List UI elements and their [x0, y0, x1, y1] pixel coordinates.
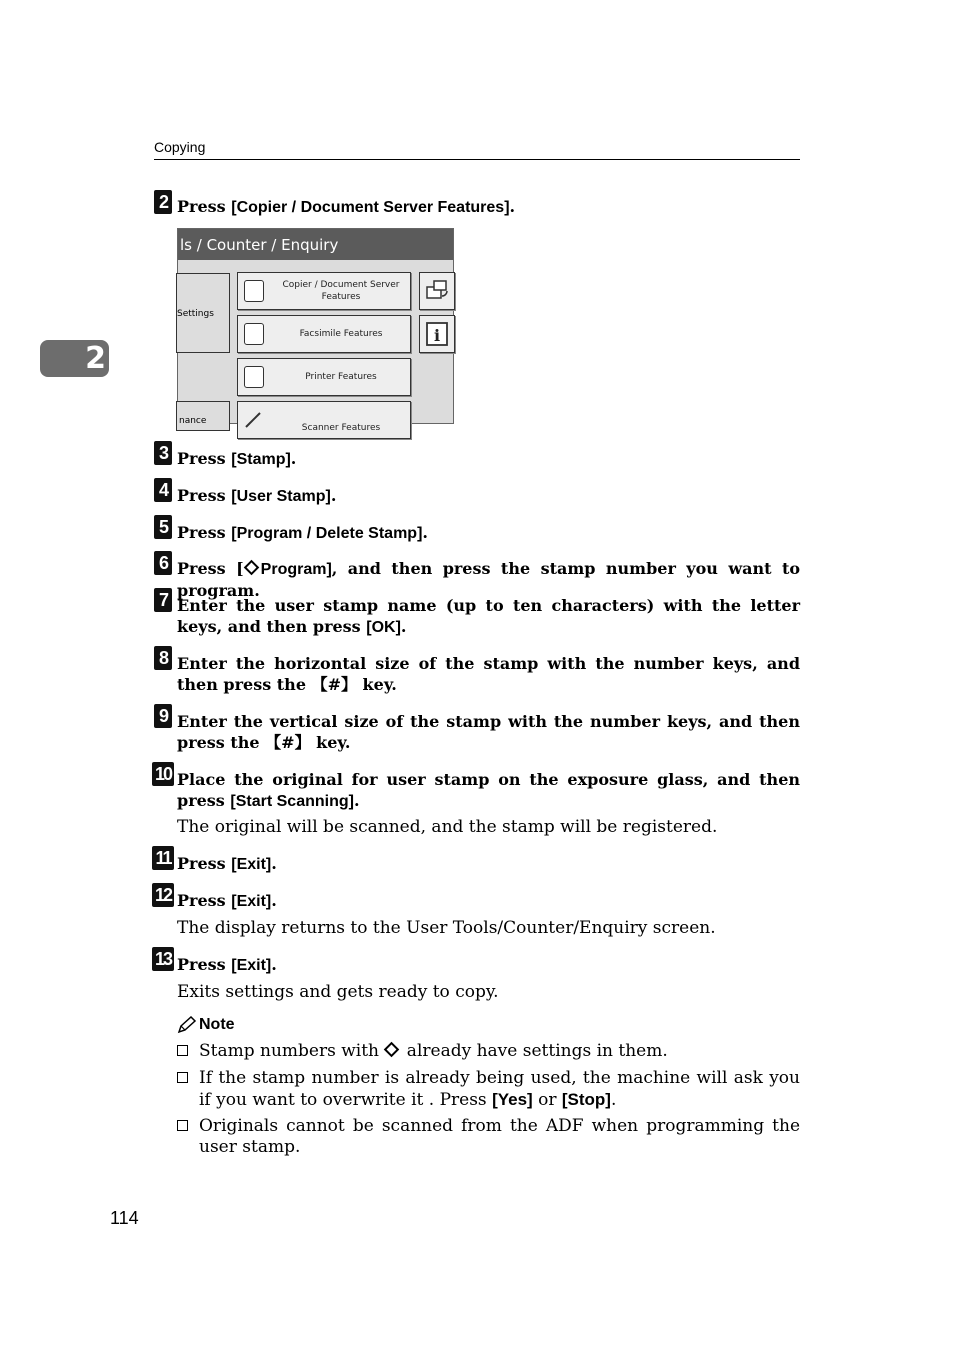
info-icon: [422, 319, 452, 349]
step-text: Enter the horizontal size of the stamp with the number keys, and then press the 【#】 key.: [177, 654, 800, 694]
note-item: Stamp numbers with already have settings in them.: [177, 1041, 800, 1062]
step-text: Enter the vertical size of the stamp with the number keys, and then press the 【#】 key.: [177, 712, 800, 752]
program-diamond-icon: [384, 1042, 400, 1058]
note-item: Originals cannot be scanned from the ADF when programming the user stamp.: [177, 1116, 800, 1158]
step-text: Press [Exit].: [177, 955, 277, 974]
checkbox-bullet-icon: [177, 1072, 188, 1083]
checkbox-bullet-icon: [177, 1045, 188, 1056]
settings-label: Settings: [177, 309, 214, 319]
note-pencil-icon: [177, 1016, 197, 1038]
step-number: 5: [154, 515, 172, 539]
fax-icon: [244, 323, 264, 345]
copier-features-button[interactable]: [237, 272, 411, 310]
scanner-features-button[interactable]: [237, 401, 411, 439]
facsimile-features-button[interactable]: [237, 315, 411, 353]
step-number: 7: [154, 588, 172, 612]
header-rule: [154, 159, 800, 160]
screen-title: ls / Counter / Enquiry: [178, 229, 453, 260]
step-number: 6: [154, 551, 172, 575]
step-result: Exits settings and gets ready to copy.: [177, 982, 499, 1002]
note-item: If the stamp number is already being used, the machine will ask you if you want to overwrite it . Press [Yes] or [Stop].: [177, 1068, 800, 1111]
info-button[interactable]: [419, 315, 455, 353]
step-number: 12: [152, 883, 174, 907]
copier-icon: [244, 280, 264, 302]
maintenance-label: nance: [179, 416, 207, 426]
step-number: 3: [154, 441, 172, 465]
program-diamond-icon: [243, 560, 259, 576]
step-text: Press [User Stamp].: [177, 486, 337, 505]
switch-screen-button[interactable]: [419, 272, 455, 310]
switch-icon: [422, 276, 452, 306]
step-number: 11: [152, 846, 174, 870]
step-result: The original will be scanned, and the stamp will be registered.: [177, 817, 718, 837]
step-text: Press [Exit].: [177, 854, 277, 873]
facsimile-label: Facsimile Features: [299, 329, 383, 339]
step-number: 4: [154, 478, 172, 502]
checkbox-bullet-icon: [177, 1120, 188, 1131]
chapter-tab: 2: [40, 340, 109, 377]
step-number: 2: [154, 190, 172, 214]
scanner-label: Scanner Features: [301, 423, 381, 433]
note-title: Note: [199, 1016, 235, 1033]
settings-button[interactable]: [176, 273, 230, 353]
running-header: Copying: [154, 139, 206, 155]
step-text: Press [Copier / Document Server Features].: [177, 197, 516, 216]
step-text: Press [Program / Delete Stamp].: [177, 523, 428, 542]
printer-label: Printer Features: [305, 372, 377, 382]
step-number: 13: [152, 947, 174, 971]
step-text: Place the original for user stamp on the exposure glass, and then press [Start Scanning].: [177, 770, 800, 810]
step-text: Press [ Program], and then press the stamp number you want to program.: [177, 559, 801, 600]
control-panel-screenshot: [177, 228, 454, 433]
step-text: Enter the user stamp name (up to ten characters) with the letter keys, and then press [OK].: [177, 596, 800, 636]
printer-features-button[interactable]: [237, 358, 411, 396]
maintenance-button[interactable]: [176, 401, 230, 431]
copier-label: Copier / Document Server Features: [282, 280, 400, 302]
scanner-icon: [244, 409, 264, 431]
step-text: Press [Exit].: [177, 891, 277, 910]
svg-text:i: i: [433, 326, 441, 345]
step-number: 8: [154, 646, 172, 670]
step-result: The display returns to the User Tools/Counter/Enquiry screen.: [177, 918, 716, 938]
printer-icon: [244, 366, 264, 388]
step-number: 10: [152, 762, 174, 786]
step-text: Press [Stamp].: [177, 449, 297, 468]
page-number: 114: [110, 1208, 139, 1228]
step-number: 9: [154, 704, 172, 728]
